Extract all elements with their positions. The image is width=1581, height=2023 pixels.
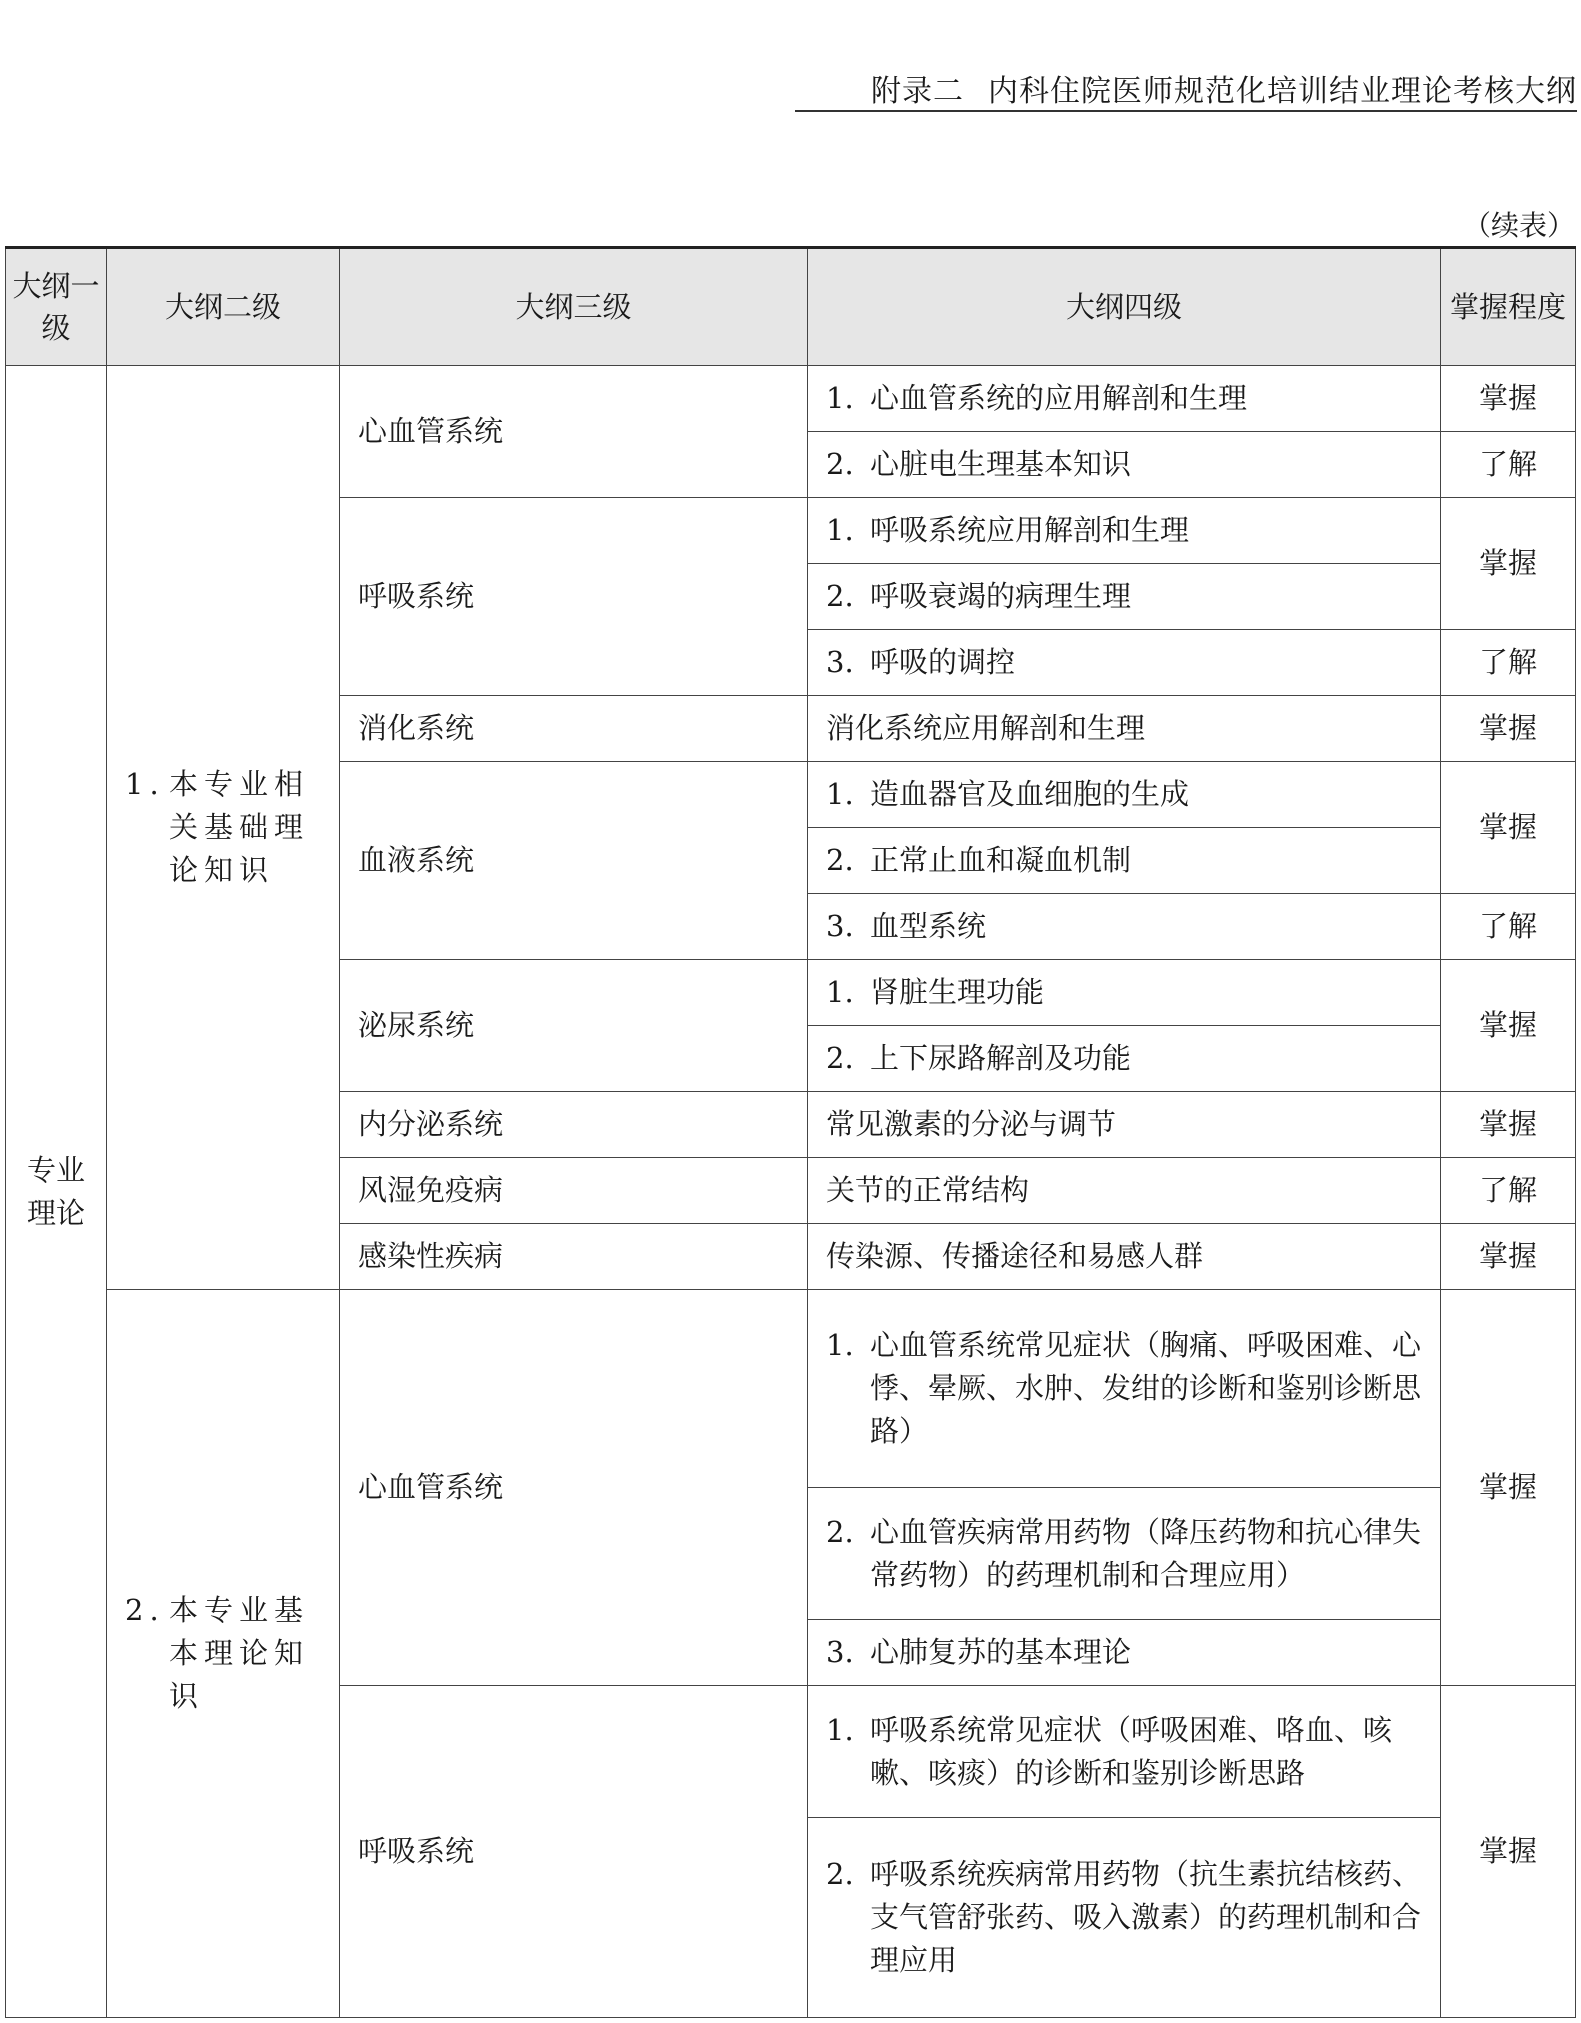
header-level3: 大纲三级 bbox=[340, 248, 808, 366]
level4-cell: 传染源、传播途径和易感人群 bbox=[808, 1224, 1441, 1290]
header-level2: 大纲二级 bbox=[107, 248, 340, 366]
level4-cell: 2. 呼吸衰竭的病理生理 bbox=[808, 564, 1441, 630]
level4-cell: 3. 血型系统 bbox=[808, 894, 1441, 960]
level4-cell: 常见激素的分泌与调节 bbox=[808, 1092, 1441, 1158]
mastery-cell: 掌握 bbox=[1441, 1686, 1576, 2018]
level4-cell: 1. 心血管系统的应用解剖和生理 bbox=[808, 366, 1441, 432]
header-level4: 大纲四级 bbox=[808, 248, 1441, 366]
syllabus-table bbox=[5, 246, 1576, 2018]
level3-cell: 风湿免疫病 bbox=[340, 1158, 808, 1224]
level3-cell: 内分泌系统 bbox=[340, 1092, 808, 1158]
level4-cell: 1. 呼吸系统常见症状（呼吸困难、咯血、咳嗽、咳痰）的诊断和鉴别诊断思路 bbox=[808, 1686, 1441, 1818]
mastery-cell: 掌握 bbox=[1441, 366, 1576, 432]
mastery-cell: 掌握 bbox=[1441, 960, 1576, 1092]
mastery-cell: 掌握 bbox=[1441, 1224, 1576, 1290]
level4-cell: 3. 心肺复苏的基本理论 bbox=[808, 1620, 1441, 1686]
level3-cell: 消化系统 bbox=[340, 696, 808, 762]
mastery-cell: 了解 bbox=[1441, 432, 1576, 498]
level4-cell: 3. 呼吸的调控 bbox=[808, 630, 1441, 696]
running-header-part1: 附录二 bbox=[871, 74, 964, 109]
level4-cell: 2. 上下尿路解剖及功能 bbox=[808, 1026, 1441, 1092]
mastery-cell: 掌握 bbox=[1441, 762, 1576, 894]
level4-cell: 2. 呼吸系统疾病常用药物（抗生素抗结核药、支气管舒张药、吸入激素）的药理机制和合理应用 bbox=[808, 1818, 1441, 2018]
level4-cell: 2. 心脏电生理基本知识 bbox=[808, 432, 1441, 498]
level1-cell: 专业理论 bbox=[6, 366, 107, 2018]
level2-cell: 1. 本专业相关基础理论知识 bbox=[107, 366, 340, 1290]
table-row bbox=[6, 1290, 1576, 1488]
level3-cell: 心血管系统 bbox=[340, 1290, 808, 1686]
mastery-cell: 掌握 bbox=[1441, 1092, 1576, 1158]
table-header-row bbox=[6, 248, 1576, 366]
mastery-cell: 掌握 bbox=[1441, 1290, 1576, 1686]
level4-cell: 消化系统应用解剖和生理 bbox=[808, 696, 1441, 762]
level4-cell: 2. 正常止血和凝血机制 bbox=[808, 828, 1441, 894]
level3-cell: 心血管系统 bbox=[340, 366, 808, 498]
header-mastery: 掌握程度 bbox=[1441, 248, 1576, 366]
level2-cell: 2. 本专业基本理论知识 bbox=[107, 1290, 340, 2018]
continued-label: （续表） bbox=[1462, 209, 1575, 242]
mastery-cell: 了解 bbox=[1441, 630, 1576, 696]
level4-cell: 2. 心血管疾病常用药物（降压药物和抗心律失常药物）的药理机制和合理应用） bbox=[808, 1488, 1441, 1620]
level4-cell: 1. 呼吸系统应用解剖和生理 bbox=[808, 498, 1441, 564]
level4-cell: 1. 造血器官及血细胞的生成 bbox=[808, 762, 1441, 828]
mastery-cell: 掌握 bbox=[1441, 696, 1576, 762]
level4-cell: 关节的正常结构 bbox=[808, 1158, 1441, 1224]
level3-cell: 呼吸系统 bbox=[340, 498, 808, 696]
mastery-cell: 了解 bbox=[1441, 1158, 1576, 1224]
level4-cell: 1. 心血管系统常见症状（胸痛、呼吸困难、心悸、晕厥、水肿、发绀的诊断和鉴别诊断思路） bbox=[808, 1290, 1441, 1488]
mastery-cell: 掌握 bbox=[1441, 498, 1576, 630]
header-level1: 大纲一级 bbox=[6, 248, 107, 366]
running-header-title: 内科住院医师规范化培训结业理论考核大纲 bbox=[988, 74, 1577, 109]
mastery-cell: 了解 bbox=[1441, 894, 1576, 960]
table-row bbox=[6, 366, 1576, 432]
level3-cell: 泌尿系统 bbox=[340, 960, 808, 1092]
level3-cell: 呼吸系统 bbox=[340, 1686, 808, 2018]
level3-cell: 血液系统 bbox=[340, 762, 808, 960]
level3-cell: 感染性疾病 bbox=[340, 1224, 808, 1290]
running-header bbox=[795, 66, 1577, 112]
level4-cell: 1. 肾脏生理功能 bbox=[808, 960, 1441, 1026]
